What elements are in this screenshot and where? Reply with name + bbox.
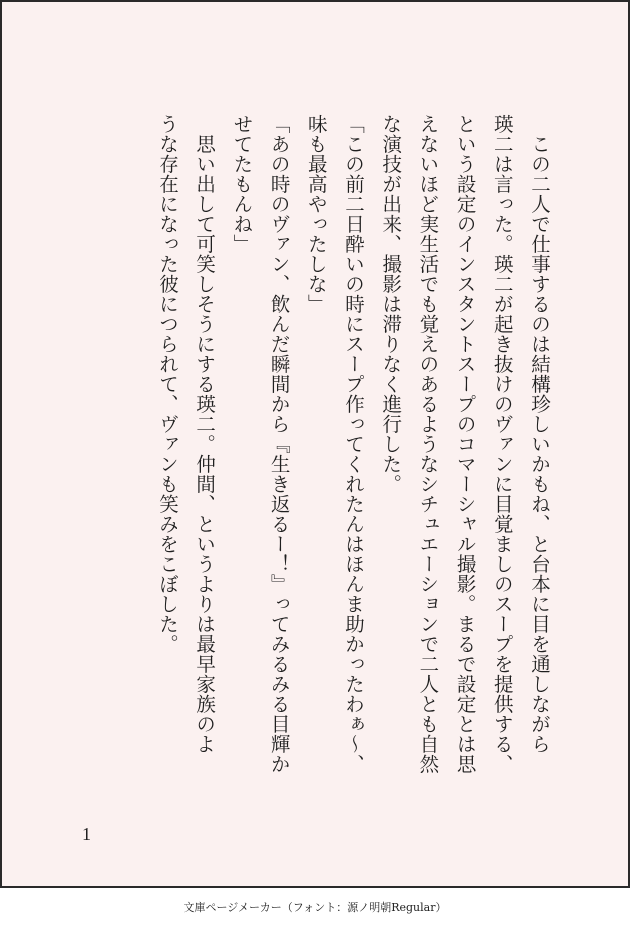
text-line: えないほど実生活でも覚えのあるようなシチュエーションで二人とも自然 bbox=[416, 114, 440, 774]
text-line: この二人で仕事するのは結構珍しいかもね、と台本に目を通しながら bbox=[528, 114, 551, 754]
page-number: 1 bbox=[82, 824, 91, 844]
text-line: な演技が出来、撮影は滞りなく進行した。 bbox=[379, 114, 403, 494]
footer-credit: 文庫ページメーカー（フォント：源ノ明朝Regular） bbox=[183, 901, 447, 914]
text-line: 瑛二は言った。瑛二が起き抜けのヴァンに目覚ましのスープを提供する、 bbox=[490, 114, 514, 774]
vertical-body-text bbox=[149, 114, 558, 774]
text-line: 「あの時のヴァン、飲んだ瞬間から『生き返るー！』ってみるみる目輝か bbox=[267, 114, 291, 774]
text-line: 思い出して可笑しそうにする瑛二。仲間、というよりは最早家族のよ bbox=[193, 114, 217, 754]
text-line: 味も最高やったしな」 bbox=[304, 114, 328, 314]
text-line: という設定のインスタントスープのコマーシャル撮影。まるで設定とは思 bbox=[453, 114, 477, 774]
text-line: うな存在になった彼につられて、ヴァンも笑みをこぼした。 bbox=[155, 114, 179, 654]
text-line: 「この前二日酔いの時にスープ作ってくれたんはほんま助かったわぁ〜、 bbox=[341, 114, 365, 774]
text-line: せてたもんね」 bbox=[230, 114, 254, 254]
